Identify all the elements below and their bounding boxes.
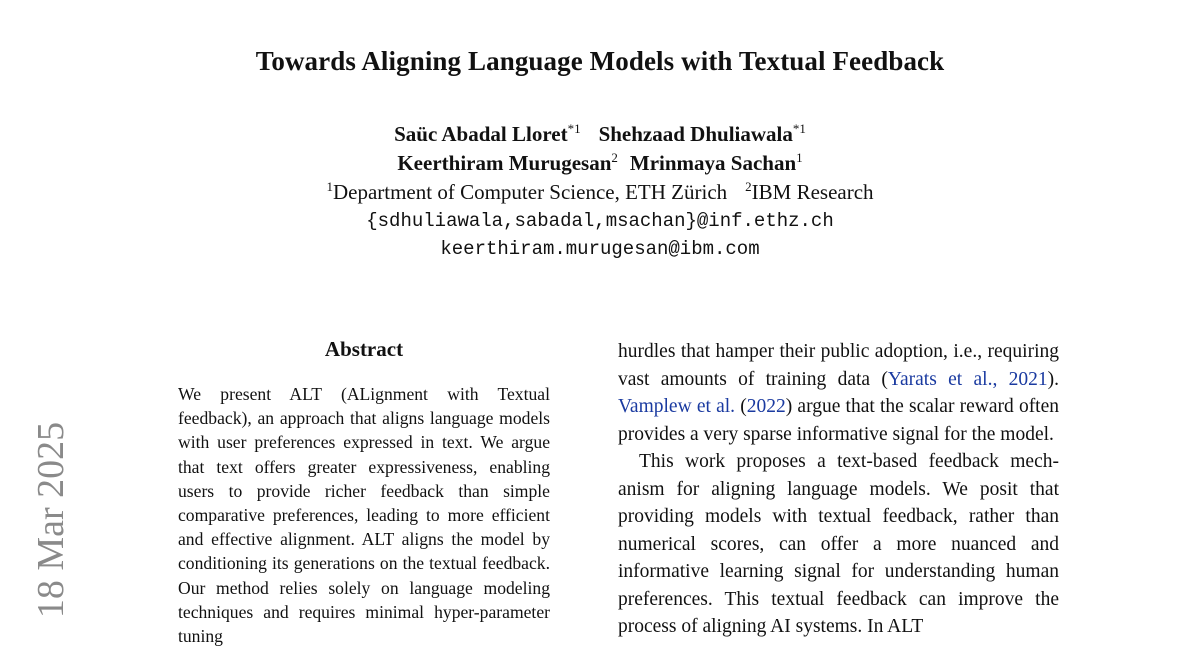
- arxiv-date-text: 18 Mar 2025: [30, 421, 72, 619]
- author-row-1: [0, 120, 1200, 149]
- affiliation-line: [0, 178, 1200, 207]
- abstract-text: We present ALT (ALignment with Textual feedback), an approach that aligns language models with user preferences expressed in text. We argue that text offers greater expressiveness, enabling users to provide richer feedback than simple comparative preferences, leading to more efficient and effective alignment. ALT aligns the model by conditioning its generations on the textual feedback. Our method relies solely on language modeling techniques and requires minimal hyper-parameter tuning: [178, 384, 550, 647]
- email-line-1: {sdhuliawala,sabadal,msachan}@inf.ethz.ch: [366, 210, 834, 232]
- body-text: (: [735, 396, 747, 417]
- author-row-2: [0, 149, 1200, 178]
- author-block: [0, 120, 1200, 263]
- author-name: Mrinmaya Sachan: [629, 151, 797, 175]
- intro-paragraph-2: This work proposes a text-based feedback mechanism for aligning language models. We posit that providing models with textual feedback, rather than numerical scores, can offer a more nuanced and informative learning signal for understanding human preferences. This textual feedback can improve the process of aligning AI systems. In ALT: [618, 451, 1059, 637]
- affiliation-ibm: IBM Research: [751, 180, 874, 204]
- body-text: hurdles that hamper their public adoption, i.e., requiring vast amounts of training data (: [618, 341, 1059, 390]
- author-affil-mark: *1: [567, 121, 581, 136]
- affil-mark: 1: [326, 179, 333, 194]
- author-affil-mark: 1: [796, 150, 803, 165]
- paper-title: Towards Aligning Language Models with Textual Feedback: [255, 46, 945, 76]
- body-text: ).: [1047, 368, 1059, 390]
- affiliation-eth: Department of Computer Science, ETH Zürich: [332, 180, 728, 204]
- author-affil-mark: 2: [611, 150, 618, 165]
- email-line-2: keerthiram.murugesan@ibm.com: [440, 238, 760, 260]
- author-name: Keerthiram Murugesan: [397, 151, 612, 175]
- affil-mark: 2: [745, 179, 752, 194]
- arxiv-date-stamp: [18, 418, 78, 628]
- intro-paragraph-1: [618, 338, 1059, 448]
- author-affil-mark: *1: [792, 121, 806, 136]
- citation-link[interactable]: Vamplew et al.: [618, 396, 736, 417]
- intro-column: [618, 338, 1059, 641]
- citation-link[interactable]: 2022: [746, 396, 786, 417]
- author-name: Saüc Abadal Lloret: [394, 122, 568, 146]
- author-name: Shehzaad Dhuliawala: [598, 122, 793, 146]
- citation-link[interactable]: Yarats et al., 2021: [887, 368, 1048, 390]
- abstract-heading: Abstract: [324, 337, 404, 361]
- body-text: ) argue that the scalar reward often provides a very sparse informative signal for the model.: [618, 396, 1060, 445]
